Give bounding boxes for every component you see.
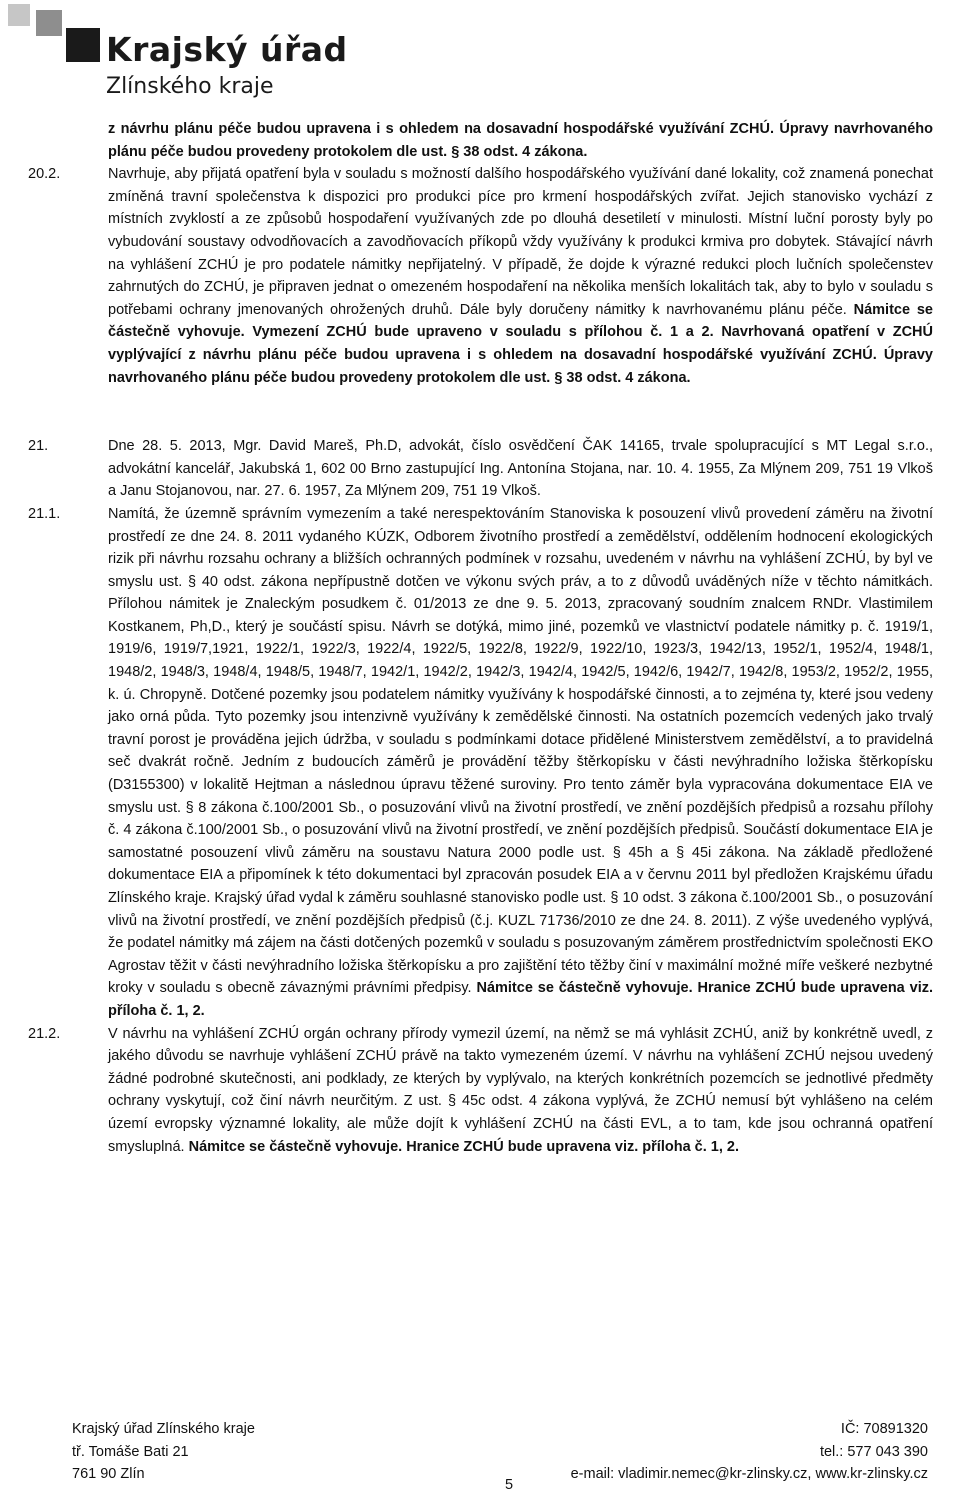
item-number: 21.2. — [28, 1025, 61, 1042]
org-name: Krajský úřad — [106, 30, 348, 69]
list-item — [28, 163, 933, 389]
decision-text: Námitce se částečně vyhovuje. Vymezení ZCHÚ bude upraveno v souladu s přílohou č. 1 a 2. Navrhovaná opatření v ZCHÚ vyplývající z návrhu plánu péče budou upravena i s ohledem na dosavadní hospodářské využívání ZCHÚ. Úpravy navrhovaného plánu péče budou provedeny protokolem dle ust. § 38 odst. 4 zákona. — [108, 301, 933, 386]
logo-square-light — [8, 4, 30, 26]
footer-org: Krajský úřad Zlínského kraje — [72, 1421, 255, 1437]
paragraph-text: V návrhu na vyhlášení ZCHÚ orgán ochrany přírody vymezil území, na němž se má vyhlásit ZCHÚ, aniž by konkrétně uvedl, z jakého důvodu se navrhuje vyhlášení ZCHÚ právě na takto vymezeném území. V návrhu na vyhlášení ZCHÚ nejsou uvedený žádné podrobné skutečnosti, ani podklady, ze kterých by vyplývalo, na kterých konkrétních pozemcích se jednotlivé předměty ochrany vyskytují, což činí návrh neurčitým. Z ust. § 45c odst. 4 zákona vyplývá, že ZCHÚ nemusí být vyhlášeno na celém území evropsky významné lokality, ale může dojít k vyhlášení ZCHÚ na části EVL, a to tam, kde jsou ochranná opatření smysluplná. — [108, 1025, 933, 1155]
item-text — [108, 435, 933, 503]
item-text — [108, 163, 933, 389]
footer-phone: tel.: 577 043 390 — [819, 1443, 928, 1460]
list-item — [28, 435, 933, 503]
footer-address — [72, 1418, 255, 1486]
section-gap — [28, 389, 933, 435]
logo-square-dark — [66, 28, 100, 62]
page-footer — [72, 1418, 928, 1498]
list-item — [28, 503, 933, 1023]
org-subtitle: Zlínského kraje — [106, 74, 274, 99]
document-body — [28, 118, 933, 1158]
footer-city: 761 90 Zlín — [72, 1466, 145, 1483]
footer-ico: IČ: 70891320 — [840, 1421, 928, 1437]
item-text — [108, 1023, 933, 1159]
decision-text: Námitce se částečně vyhovuje. Hranice ZCHÚ bude upravena viz. příloha č. 1, 2. — [108, 980, 934, 1019]
logo-squares — [8, 4, 108, 84]
paragraph-text: Dne 28. 5. 2013, Mgr. David Mareš, Ph.D, advokát, číslo osvědčení ČAK 14165, trvale spolupracující s MT Legal s.r.o., advokátní kancelář, Jakubská 1, 602 00 Brno zastupující Ing. Antonína Stojana, nar. 10. 4. 1955, Za Mlýnem 209, 751 19 Vlkoš a Janu Stojanovou, nar. 27. 6. 1957, Za Mlýnem 209, 751 19 Vlkoš. — [108, 438, 933, 500]
footer-street: tř. Tomáše Bati 21 — [72, 1443, 189, 1460]
list-item — [28, 1023, 933, 1159]
item-text — [108, 118, 933, 163]
page-number: 5 — [505, 1477, 514, 1493]
item-number: 21.1. — [28, 505, 61, 522]
footer-email-web: e-mail: vladimir.nemec@kr-zlinsky.cz, www.kr-zlinsky.cz — [570, 1466, 928, 1483]
item-text — [108, 503, 933, 1023]
decision-text: z návrhu plánu péče budou upravena i s ohledem na dosavadní hospodářské využívání ZCHÚ. Úpravy navrhovaného plánu péče budou provedeny protokolem dle ust. § 38 odst. 4 zákona. — [108, 121, 933, 160]
paragraph-text: Navrhuje, aby přijatá opatření byla v souladu s možností dalšího hospodářského využívání dané lokality, což znamená ponechat zmíněná travní společenstva k dispozici pro produkci píce pro krmení hospodářských zvířat. Jejich stanovisko vychází z místních zvyklostí a ze způsobů hospodaření využívaných zde po dlouhá desetiletí v minulosti. Místní luční porosty byly po vybudování soustavy odvodňovacích a zavodňovacích příkopů vždy využívány k produkci krmiva pro dobytek. Stávající návrh na vyhlášení ZCHÚ je pro podatele námitky nepřijatelný. V případě, že dojde k výrazné redukci ploch lučních společenstev zahrnutých do ZCHÚ, je připraven jednat o omezeném hospodaření na několika menších lokalitách tak, aby to bylo v souladu s potřebami ochrany jmenovaných ohrožených druhů. Dále byly doručeny námitky k navrhovanému plánu péče. — [108, 166, 933, 318]
paragraph-text: Namítá, že územně správním vymezením a také nerespektováním Stanoviska k posouzení vlivů provedení záměru na životní prostředí ze dne 24. 8. 2011 vydaného KÚZK, Odborem životního prostředí a zemědělství, oddělením hodnocení ekologických rizik při návrhu rozsahu ochrany a bližších ochranných podmínek v rozsahu, uvedeném v návrhu na vyhlášení ZCHÚ, by byl ve smyslu ust. § 40 odst. zákona nepřípustně dotčen ve výkonu svých práv, a to z důvodů uváděných níže v těchto námitkách. Přílohou námitek je Znaleckým posudkem č. 01/2013 ze dne 9. 5. 2013, zpracovaný soudním znalcem RNDr. Vlastimilem Kostkanem, Ph,D., který je součástí spisu. Návrh se dotýká, mimo jiné, pozemků ve vlastnictví podatele námitky p. č. 1919/1, 1919/6, 1919/7,1921, 1922/1, 1922/3, 1922/4, 1922/5, 1922/8, 1922/9, 1922/10, 1923/3, 1942/13, 1952/1, 1952/4, 1948/1, 1948/2, 1948/3, 1948/4, 1948/5, 1948/7, 1942/1, 1942/2, 1942/3, 1942/4, 1942/5, 1942/6, 1942/7, 1942/8, 1953/2, 1952/2, 1955, k. ú. Chropyně. Dotčené pozemky jsou podatelem námitky využívány k hospodářské činnosti, a to zejména ty, které jsou vedeny jako orná půda. Tyto pozemky jsou intenzivně využívány k zemědělské činnosti. Na ostatních pozemcích vedených jako trvalý travní porost je prováděna jejich údržba, v souladu s podmínkami dotace přidělené Ministerstvem zemědělství, a to pravidelná seč dvakrát ročně. Jedním z budoucích záměrů je provádění těžby štěrkopísku v části nevýhradního ložiska štěrkopísku (D3155300) v lokalitě Hejtman a následnou úpravu těžené suroviny. Pro tento záměr byla vypracována dokumentace EIA ve smyslu ust. § 8 zákona č.100/2001 Sb., o posuzování vlivů na životní prostředí, ve znění pozdějších předpisů a rozsahu přílohy č. 4 zákona č.100/2001 Sb., o posuzování vlivů na životní prostředí, ve znění pozdějších předpisů. Součástí dokumentace EIA je samostatné posouzení vlivů záměru na soustavu Natura 2000 podle ust. § 45h a § 45i zákona. Na základě předložené dokumentace EIA a připomínek k této dokumentaci byl zpracován posudek EIA a v červnu 2011 byl předložen Krajskému úřadu Zlínského kraje. Krajský úřad vydal k záměru souhlasné stanovisko podle ust. § 10 odst. 3 zákona č.100/2001 Sb., o posuzování vlivů na životní prostředí, ve znění pozdějších předpisů (č.j. KUZL 71736/2010 ze dne 24. 8. 2011). Z výše uvedeného vyplývá, že podatel námitky má zájem na části dotčených pozemků v souladu s posuzovaným záměrem prostřednictvím společnosti EKO Agrostav těžit v části nevýhradního ložiska štěrkopísku a pro zajištění této těžby činí v maximální možné míře veškeré nezbytné kroky v souladu s obecně závaznými právními předpisy. — [108, 505, 933, 997]
decision-text: Námitce se částečně vyhovuje. Hranice ZCHÚ bude upravena viz. příloha č. 1, 2. — [188, 1138, 739, 1155]
footer-contact — [571, 1418, 928, 1486]
logo-square-mid — [36, 10, 62, 36]
item-number: 21. — [28, 438, 49, 455]
list-item — [28, 118, 933, 163]
item-number: 20.2. — [28, 166, 61, 183]
